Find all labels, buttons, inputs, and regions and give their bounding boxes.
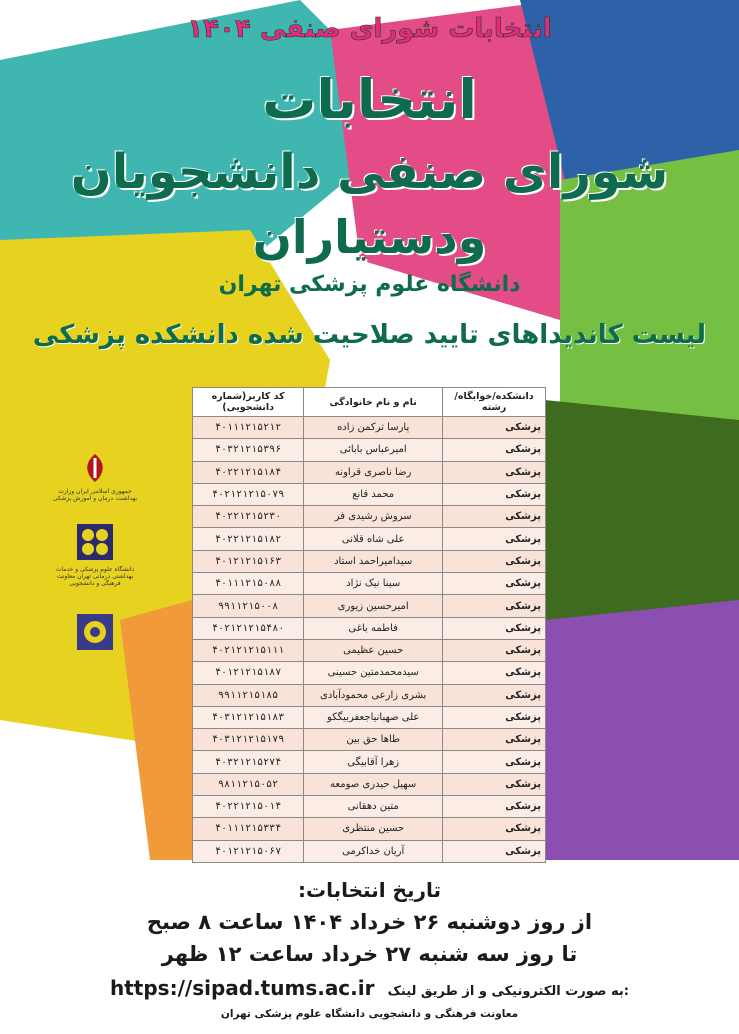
cell-student-id: ۹۹۱۱۲۱۵۰۰۸ <box>193 595 304 617</box>
table-row <box>193 818 546 840</box>
cell-student-id: ۴۰۲۲۱۲۱۵۱۸۲ <box>193 528 304 550</box>
election-year-banner: انتخابات شورای صنفی ۱۴۰۴ <box>187 14 552 44</box>
election-link-prefix: به صورت الکترونیکی و از طریق لینک: <box>387 984 629 999</box>
cell-faculty: پزشکی <box>443 751 546 773</box>
cell-name: زهرا آقابیگی <box>304 751 443 773</box>
cell-faculty: پزشکی <box>443 818 546 840</box>
iran-emblem-icon <box>78 452 112 484</box>
cell-faculty: پزشکی <box>443 550 546 572</box>
title-council: شورای صنفی دانشجویان <box>70 144 669 200</box>
cell-name: سهیل حیدری صومعه <box>304 773 443 795</box>
table-row <box>193 840 546 862</box>
cell-student-id: ۴۰۱۲۱۲۱۵۰۶۷ <box>193 840 304 862</box>
cell-student-id: ۴۰۲۱۲۱۲۱۵۱۱۱ <box>193 639 304 661</box>
cell-student-id: ۴۰۲۲۱۲۱۵۲۳۰ <box>193 506 304 528</box>
tums-logo-icon <box>75 522 115 562</box>
cell-name: محمد قانع <box>304 483 443 505</box>
cell-faculty: پزشکی <box>443 796 546 818</box>
cell-faculty: پزشکی <box>443 528 546 550</box>
table-row <box>193 483 546 505</box>
cell-name: آریان خداکرمی <box>304 840 443 862</box>
table-row <box>193 729 546 751</box>
table-row <box>193 796 546 818</box>
election-start: از روز دوشنبه ۲۶ خرداد ۱۴۰۴ ساعت ۸ صبح <box>146 910 593 934</box>
cell-faculty: پزشکی <box>443 639 546 661</box>
cell-faculty: پزشکی <box>443 573 546 595</box>
cell-name: سیدامیراحمد استاد <box>304 550 443 572</box>
ministry-caption: جمهوری اسلامی ایران وزارت بهداشت، درمان و آموزش پزشکی <box>52 488 138 502</box>
cell-name: پارسا ترکمن زاده <box>304 417 443 439</box>
cell-name: سروش رشیدی فر <box>304 506 443 528</box>
cell-faculty: پزشکی <box>443 729 546 751</box>
culture-logo-icon <box>75 612 115 652</box>
election-end: تا روز سه شنبه ۲۷ خرداد ساعت ۱۲ ظهر <box>161 942 578 966</box>
cell-faculty: پزشکی <box>443 617 546 639</box>
culture-logo <box>50 612 140 656</box>
cell-name: حسین منتظری <box>304 818 443 840</box>
cell-faculty: پزشکی <box>443 684 546 706</box>
cell-name: علی صهبانیاجعفربیگکو <box>304 706 443 728</box>
table-row <box>193 439 546 461</box>
cell-name: علی شاه قلانی <box>304 528 443 550</box>
cell-name: طاها حق بین <box>304 729 443 751</box>
university-name: دانشگاه علوم پزشکی تهران <box>218 272 521 297</box>
table-row <box>193 573 546 595</box>
table-row <box>193 706 546 728</box>
table-row <box>193 461 546 483</box>
header-id: کد کاربر(شماره دانشجویی) <box>193 388 304 417</box>
cell-student-id: ۴۰۳۱۲۱۲۱۵۱۷۹ <box>193 729 304 751</box>
table-row <box>193 617 546 639</box>
cell-name: بشری زارعی محمودآبادی <box>304 684 443 706</box>
cell-student-id: ۴۰۲۱۲۱۲۱۵۴۸۰ <box>193 617 304 639</box>
table-row <box>193 506 546 528</box>
candidate-list-heading: لیست کاندیداهای تایید صلاحیت شده دانشکده پزشکی <box>32 320 707 350</box>
table-row <box>193 684 546 706</box>
election-link-row <box>0 976 739 1000</box>
tums-caption: دانشگاه علوم پزشکی و خدمات بهداشتی درمانی تهران معاونت فرهنگی و دانشجویی <box>55 566 135 587</box>
title-elections: انتخابات <box>262 68 477 131</box>
table-row <box>193 639 546 661</box>
cell-faculty: پزشکی <box>443 439 546 461</box>
cell-name: رضا ناصری قراونه <box>304 461 443 483</box>
cell-student-id: ۴۰۱۲۱۲۱۵۱۶۳ <box>193 550 304 572</box>
cell-student-id: ۴۰۳۲۱۲۱۵۲۷۴ <box>193 751 304 773</box>
cell-faculty: پزشکی <box>443 461 546 483</box>
bg-purple-shape <box>545 600 739 860</box>
header-name: نام و نام خانوادگی <box>304 388 443 417</box>
cell-faculty: پزشکی <box>443 662 546 684</box>
cell-name: سینا نیک نژاد <box>304 573 443 595</box>
cell-student-id: ۴۰۲۲۱۲۱۵۱۸۴ <box>193 461 304 483</box>
cell-student-id: ۴۰۲۱۲۱۲۱۵۰۷۹ <box>193 483 304 505</box>
cell-student-id: ۴۰۱۱۱۲۱۵۲۱۲ <box>193 417 304 439</box>
cell-student-id: ۴۰۳۱۲۱۲۱۵۱۸۳ <box>193 706 304 728</box>
cell-faculty: پزشکی <box>443 840 546 862</box>
cell-name: حسین عظیمی <box>304 639 443 661</box>
ministry-logo <box>50 452 140 502</box>
election-url-link[interactable]: https://sipad.tums.ac.ir <box>110 976 375 1000</box>
cell-name: سیدمحمدمتین حسینی <box>304 662 443 684</box>
cell-student-id: ۴۰۱۱۱۲۱۵۳۳۴ <box>193 818 304 840</box>
cell-name: امیرحسین زیوری <box>304 595 443 617</box>
cell-student-id: ۴۰۱۱۱۲۱۵۰۸۸ <box>193 573 304 595</box>
candidates-table <box>192 387 546 863</box>
cell-student-id: ۹۸۱۱۲۱۵۰۵۲ <box>193 773 304 795</box>
tums-logo <box>50 522 140 587</box>
organizer-credit: معاونت فرهنگی و دانشجویی دانشگاه علوم پزشکی تهران <box>220 1008 519 1020</box>
table-row <box>193 528 546 550</box>
table-row <box>193 417 546 439</box>
table-row <box>193 595 546 617</box>
cell-student-id: ۹۹۱۱۲۱۵۱۸۵ <box>193 684 304 706</box>
cell-faculty: پزشکی <box>443 706 546 728</box>
cell-faculty: پزشکی <box>443 595 546 617</box>
table-row <box>193 550 546 572</box>
cell-student-id: ۴۰۳۲۱۲۱۵۳۹۶ <box>193 439 304 461</box>
table-row <box>193 662 546 684</box>
cell-student-id: ۴۰۲۲۱۲۱۵۰۱۴ <box>193 796 304 818</box>
election-date-label: تاریخ انتخابات: <box>298 878 441 902</box>
table-row <box>193 751 546 773</box>
cell-name: فاطمه باغی <box>304 617 443 639</box>
cell-faculty: پزشکی <box>443 506 546 528</box>
cell-name: امیرعباس بابائی <box>304 439 443 461</box>
table-row <box>193 773 546 795</box>
table-body <box>193 417 546 863</box>
header-faculty: دانشکده/خوابگاه/رشته <box>443 388 546 417</box>
cell-name: متین دهقانی <box>304 796 443 818</box>
cell-faculty: پزشکی <box>443 417 546 439</box>
cell-faculty: پزشکی <box>443 773 546 795</box>
cell-faculty: پزشکی <box>443 483 546 505</box>
table-header-row <box>193 388 546 417</box>
title-assistants: ودستیاران <box>252 210 487 264</box>
cell-student-id: ۴۰۱۲۱۲۱۵۱۸۷ <box>193 662 304 684</box>
